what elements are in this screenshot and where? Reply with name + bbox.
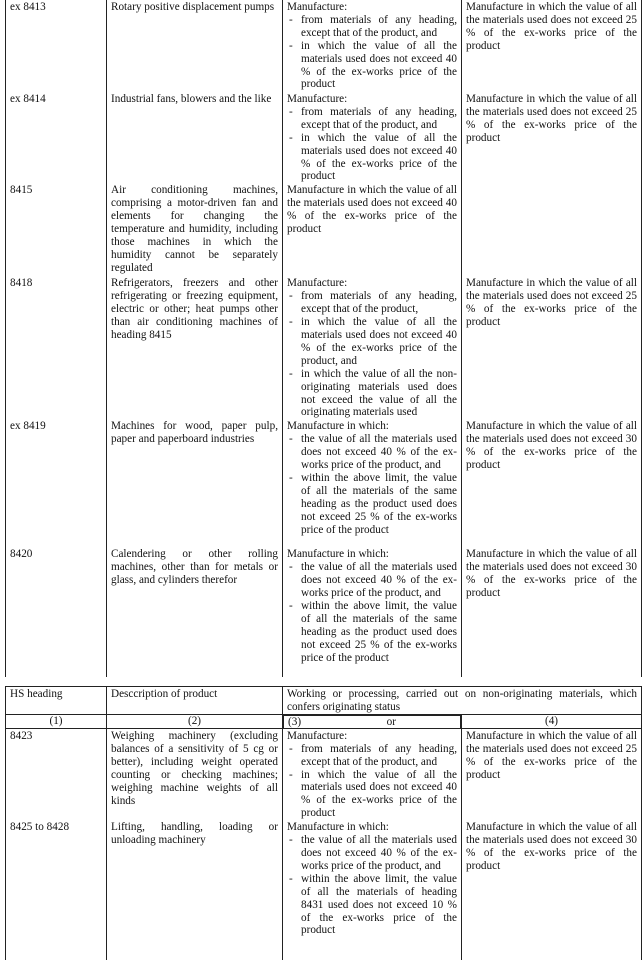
hs-heading-cell: 8423 — [6, 729, 107, 820]
description-cell: Refrigerators, freezers and other refrigerating or freezing equipment, electric or other; heat pumps other than air conditioning machines of heading 8415 — [107, 276, 283, 419]
condition-item: - in which the value of all the materials used does not exceed 40 % of the ex-works price of the product, and — [287, 316, 457, 368]
working-intro: Manufacture in which the value of all the materials used does not exceed 40 % of the ex-works price of the product — [287, 184, 457, 236]
condition-item: - in which the value of all the materials used does not exceed 40 % of the ex-works price of the product — [287, 769, 457, 821]
or-label: or — [386, 715, 396, 728]
alternative-rule-cell: Manufacture in which the value of all the materials used does not exceed 25 % of the ex-works price of the product — [462, 729, 642, 820]
column-number-3 — [283, 715, 461, 729]
description-cell: Lifting, handling, loading or unloading machinery — [107, 820, 283, 960]
hs-heading-cell: ex 8413 — [6, 0, 107, 92]
condition-item: - within the above limit, the value of all the materials of the same heading as the product used does not exceed 25 % of the ex-works price of the product — [287, 600, 457, 665]
description-cell: Weighing machinery (excluding balances of a sensitivity of 5 cg or better), including weight operated counting or checking machines; weighing machine weights of all kinds — [107, 729, 283, 820]
header-working: Working or processing, carried out on non-originating materials, which confers originating status — [283, 687, 642, 715]
hs-heading-cell: 8415 — [6, 183, 107, 276]
working-processing-cell — [283, 0, 462, 92]
condition-item: - within the above limit, the value of all the materials of heading 8431 used does not exceed 10 % of the ex-works price of the product — [287, 873, 457, 938]
working-processing-cell — [283, 183, 462, 276]
table-row — [6, 729, 642, 820]
condition-item: - from materials of any heading, except that of the product, — [287, 290, 457, 316]
condition-item: - from materials of any heading, except that of the product, and — [287, 106, 457, 132]
condition-list — [287, 561, 457, 664]
column-number-3-label: (3) — [288, 715, 302, 728]
working-processing-cell — [283, 419, 462, 547]
working-processing-cell — [283, 92, 462, 183]
column-number-1: (1) — [6, 714, 107, 729]
condition-list — [287, 433, 457, 536]
working-intro: Manufacture in which: — [287, 420, 389, 433]
condition-item: - the value of all the materials used does not exceed 40 % of the ex-works price of the product, and — [287, 834, 457, 873]
description-cell: Industrial fans, blowers and the like — [107, 92, 283, 183]
table-row — [6, 276, 642, 419]
hs-heading-cell: 8425 to 8428 — [6, 820, 107, 960]
condition-item: - in which the value of all the non-originating materials used does not exceed the value of all the originating materials used — [287, 368, 457, 420]
condition-list — [287, 290, 457, 419]
column-number-4: (4) — [462, 714, 642, 729]
alternative-rule-cell: Manufacture in which the value of all the materials used does not exceed 30 % of the ex-works price of the product — [462, 419, 642, 547]
alternative-rule-cell: Manufacture in which the value of all the materials used does not exceed 25 % of the ex-works price of the product — [462, 276, 642, 419]
condition-list — [287, 834, 457, 937]
description-cell: Air conditioning machines, comprising a motor-driven fan and elements for changing the temperature and humidity, including those machines in which the humidity cannot be separately regulated — [107, 183, 283, 276]
alternative-rule-cell: Manufacture in which the value of all the materials used does not exceed 25 % of the ex-works price of the product — [462, 0, 642, 92]
working-processing-cell — [283, 729, 462, 820]
condition-item: - in which the value of all the materials used does not exceed 40 % of the ex-works price of the product — [287, 40, 457, 92]
description-cell: Calendering or other rolling machines, other than for metals or glass, and cylinders therefor — [107, 547, 283, 677]
description-cell: Machines for wood, paper pulp, paper and paperboard industries — [107, 419, 283, 547]
condition-item: - from materials of any heading, except that of the product, and — [287, 743, 457, 769]
hs-heading-cell: 8420 — [6, 547, 107, 677]
table-row — [6, 547, 642, 677]
header-row — [6, 687, 642, 715]
hs-heading-cell: 8418 — [6, 276, 107, 419]
header-description: Desccription of product — [107, 687, 283, 715]
working-intro: Manufacture: — [287, 1, 348, 13]
condition-list — [287, 106, 457, 183]
table-row — [6, 92, 642, 183]
hs-heading-cell: ex 8414 — [6, 92, 107, 183]
working-intro: Manufacture in which: — [287, 821, 389, 834]
table-row — [6, 0, 642, 92]
condition-list — [287, 14, 457, 91]
working-intro: Manufacture: — [287, 729, 348, 742]
condition-item: - the value of all the materials used does not exceed 40 % of the ex-works price of the product, and — [287, 561, 457, 600]
condition-item: - the value of all the materials used does not exceed 40 % of the ex-works price of the product, and — [287, 433, 457, 472]
alternative-rule-cell — [462, 183, 642, 276]
alternative-rule-cell: Manufacture in which the value of all the materials used does not exceed 30 % of the ex-works price of the product — [462, 547, 642, 677]
working-processing-cell — [283, 276, 462, 419]
condition-list — [287, 743, 457, 820]
header-hs-heading: HS heading — [6, 687, 107, 715]
alternative-rule-cell: Manufacture in which the value of all the materials used does not exceed 30 % of the ex-works price of the product — [462, 820, 642, 960]
description-cell: Rotary positive displacement pumps — [107, 0, 283, 92]
alternative-rule-cell: Manufacture in which the value of all the materials used does not exceed 25 % of the ex-works price of the product — [462, 92, 642, 183]
working-intro: Manufacture: — [287, 277, 348, 290]
column-number-2: (2) — [107, 714, 283, 729]
hs-heading-cell: ex 8419 — [6, 419, 107, 547]
condition-item: - in which the value of all the materials used does not exceed 40 % of the ex-works price of the product — [287, 132, 457, 184]
table-row — [6, 183, 642, 276]
column-number-row — [6, 714, 642, 729]
working-processing-cell — [283, 820, 462, 960]
working-processing-cell — [283, 547, 462, 677]
rules-table-continued — [5, 0, 642, 677]
rules-table — [5, 686, 642, 960]
working-intro: Manufacture: — [287, 93, 348, 105]
condition-item: - within the above limit, the value of all the materials of the same heading as the product used does not exceed 25 % of the ex-works price of the product — [287, 472, 457, 537]
condition-item: - from materials of any heading, except that of the product, and — [287, 14, 457, 40]
table-row — [6, 419, 642, 547]
working-intro: Manufacture in which: — [287, 548, 389, 561]
table-row — [6, 820, 642, 960]
